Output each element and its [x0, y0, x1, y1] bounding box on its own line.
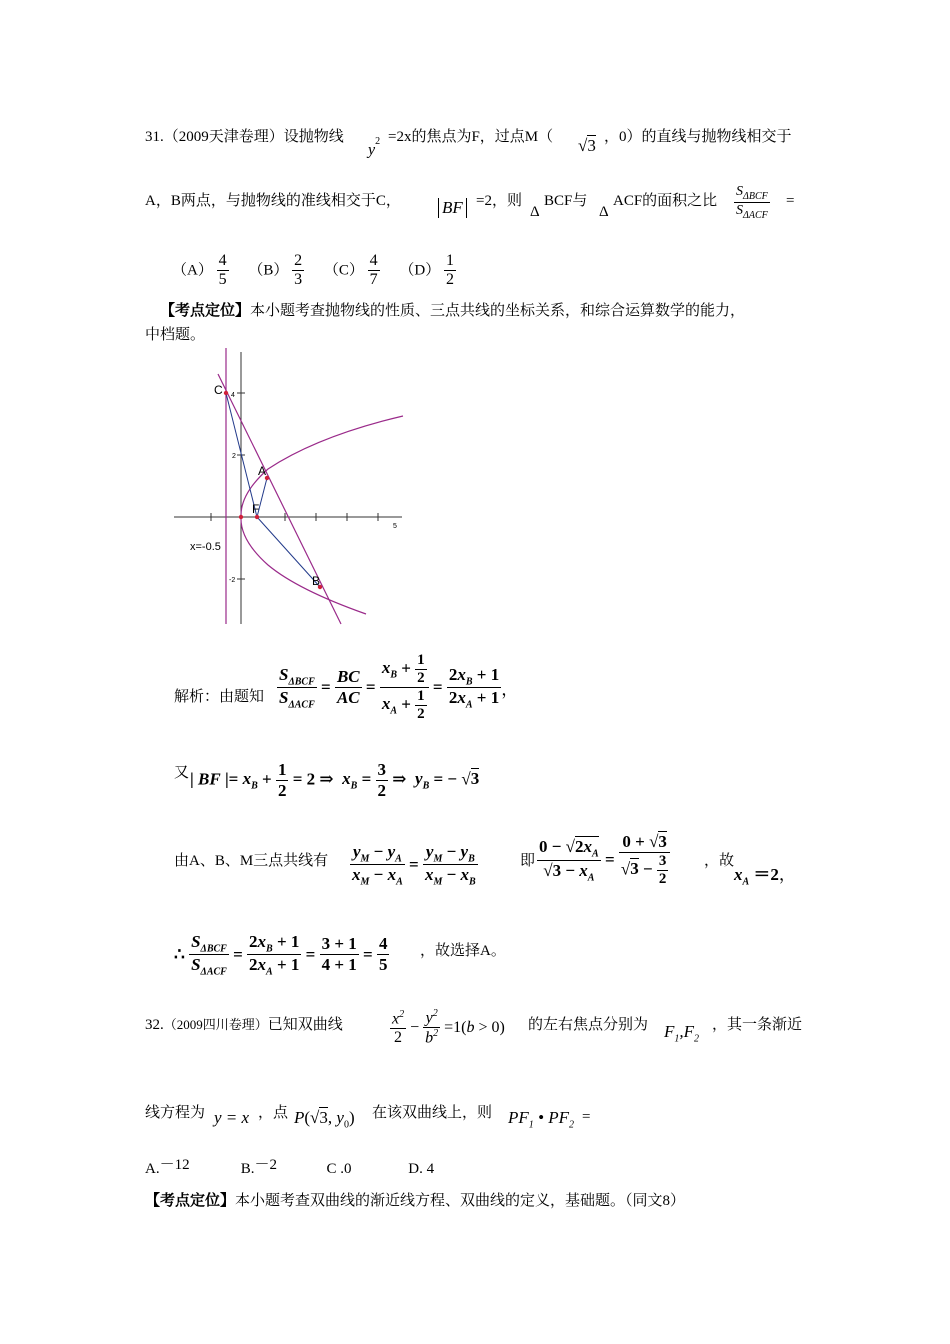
q31-options [172, 252, 456, 289]
sol-2-prefix: 又 [174, 765, 190, 781]
q32-hyperbola-eq: $\frac{x^2}{2}$ − $\frac{y^2}{b^2}$ =1(b > 0) [392, 1008, 505, 1047]
q32-line2-eq: = [582, 1109, 591, 1125]
q32-point-p: P(√3, $y_0$) [294, 1108, 355, 1131]
q31-line2-eq: = [786, 193, 795, 209]
q31-line2b: =2，则 [476, 193, 522, 209]
q31-stem-3: ，0）的直线与抛物线相交于 [604, 129, 792, 145]
label-c: C [214, 383, 223, 397]
q31-number: 31. [145, 129, 164, 145]
q32-option-a[interactable]: A.－12 [145, 1157, 190, 1177]
sol-3-suffix: ，故 [704, 853, 735, 869]
sol-2-formula: | BF |= $x_B$ + $\frac{1}{2}$ = 2 ⇒ $x_B$ = $\frac{3}{2}$ ⇒ $y_B$ = − √3 [190, 760, 480, 800]
sol-3-formula-a: $\frac{y_M - y_A}{x_M - x_A}$ = $\frac{y_M - y_B}{x_M - x_B}$ [352, 842, 476, 888]
q32-line2: 线方程为 [145, 1105, 206, 1121]
sol-3-result: $x_A =2$， [734, 865, 796, 888]
q31-option-a[interactable]: （A） $\frac{4}{5}$ [172, 252, 227, 288]
q31-abs-bf: BF [438, 198, 467, 218]
q31-source: （2009天津卷理） [163, 129, 284, 145]
point-c [224, 391, 228, 395]
parabola-figure [168, 344, 408, 626]
sol-1-prefix: 解析：由题知 [174, 689, 265, 705]
label-directrix: x=-0.5 [190, 541, 221, 553]
sol-4-suffix: ，故选择A。 [420, 943, 506, 959]
q32-kaodian: 【考点定位】本小题考查双曲线的渐近线方程、双曲线的定义，基础题。（同文8） [145, 1193, 686, 1209]
tick-m2: -2 [229, 577, 236, 584]
q32-line1: 32.（2009四川卷理）已知双曲线 [145, 1017, 343, 1033]
sol-3-prefix: 由A、B、M三点共线有 [174, 853, 329, 869]
q31-delta2: Δ [599, 204, 609, 220]
q32-option-d[interactable]: D. 4 [408, 1161, 435, 1177]
point-origin [239, 515, 243, 519]
q31-kaodian-2: 中档题。 [145, 327, 206, 343]
q32-option-c[interactable]: C .0 [326, 1161, 352, 1177]
q32-foci: $F_1,F_2$ [664, 1022, 700, 1045]
q31-kaodian: 【考点定位】本小题考查抛物线的性质、三点共线的坐标关系，和综合运算数学的能力， [160, 303, 746, 319]
q31-stem-eq: =2x的焦点为F，过点M（ [388, 129, 554, 145]
q31-option-d[interactable]: （D） $\frac{1}{2}$ [399, 252, 454, 288]
q32-option-b[interactable]: B.－2 [240, 1157, 278, 1177]
sol-3-formula-b: $\frac{0 - √2x_A}{√3 - x_A}$ = 0 + √3 √3 − $\frac{3}{2}$ [537, 832, 670, 888]
q32-asymptote: y = x [214, 1108, 250, 1127]
q31-delta1: Δ [530, 204, 540, 220]
sol-3-mid: 即 [520, 853, 536, 869]
q32-options [145, 1157, 435, 1178]
q32-stem-3: ，其一条渐近 [712, 1017, 803, 1033]
q31-line2: A，B两点，与抛物线的准线相交于C， [145, 193, 401, 209]
q31-y-squared: $y^2$ [368, 136, 381, 159]
label-b: B [312, 574, 321, 588]
q31-sqrt3: √3 [578, 136, 596, 155]
tick-4: 4 [231, 392, 235, 399]
sol-4-formula: ∴ $\frac{S_{\Delta BCF}}{S_{\Delta ACF}}$ = $\frac{2x_B + 1}{2x_A + 1}$ = $\frac{3 + 1}{4 + 1}$ = $\frac{4}{5}$ [174, 932, 388, 978]
q31-line2c: BCF与 [544, 193, 588, 209]
segment-fb [257, 517, 320, 587]
label-a: A [258, 464, 267, 478]
sol-1-formula: $\frac{S_{\Delta BCF}}{S_{\Delta ACF}}$ = $\frac{BC}{AC}$ = $x_B$ + $\frac{1}{2}$ $x_A$ + $\frac{1}{2}$ = $\frac{2x_B + 1}{2x_A + 1}$ ， [279, 652, 519, 722]
q32-stem-2: 的左右焦点分别为 [528, 1017, 649, 1033]
q31-option-b[interactable]: （B） $\frac{2}{3}$ [248, 252, 303, 288]
tick-2: 2 [232, 453, 236, 460]
q31-line1: 31.（2009天津卷理）设抛物线 [145, 129, 344, 145]
line-cab [218, 374, 341, 624]
label-f: F [252, 502, 260, 516]
q31-line2d: ACF的面积之比 [613, 193, 718, 209]
q31-ratio-fraction: $\frac{S_{\Delta BCF}}{S_{\Delta ACF}}$ [736, 184, 768, 221]
q32-line2b: ，点 [258, 1105, 289, 1121]
tick-5: 5 [393, 523, 397, 530]
q32-dot-product: $PF_1$ • $PF_2$ [508, 1108, 575, 1131]
q31-option-c[interactable]: （C） $\frac{4}{7}$ [323, 252, 378, 288]
q32-line2c: 在该双曲线上，则 [372, 1105, 493, 1121]
